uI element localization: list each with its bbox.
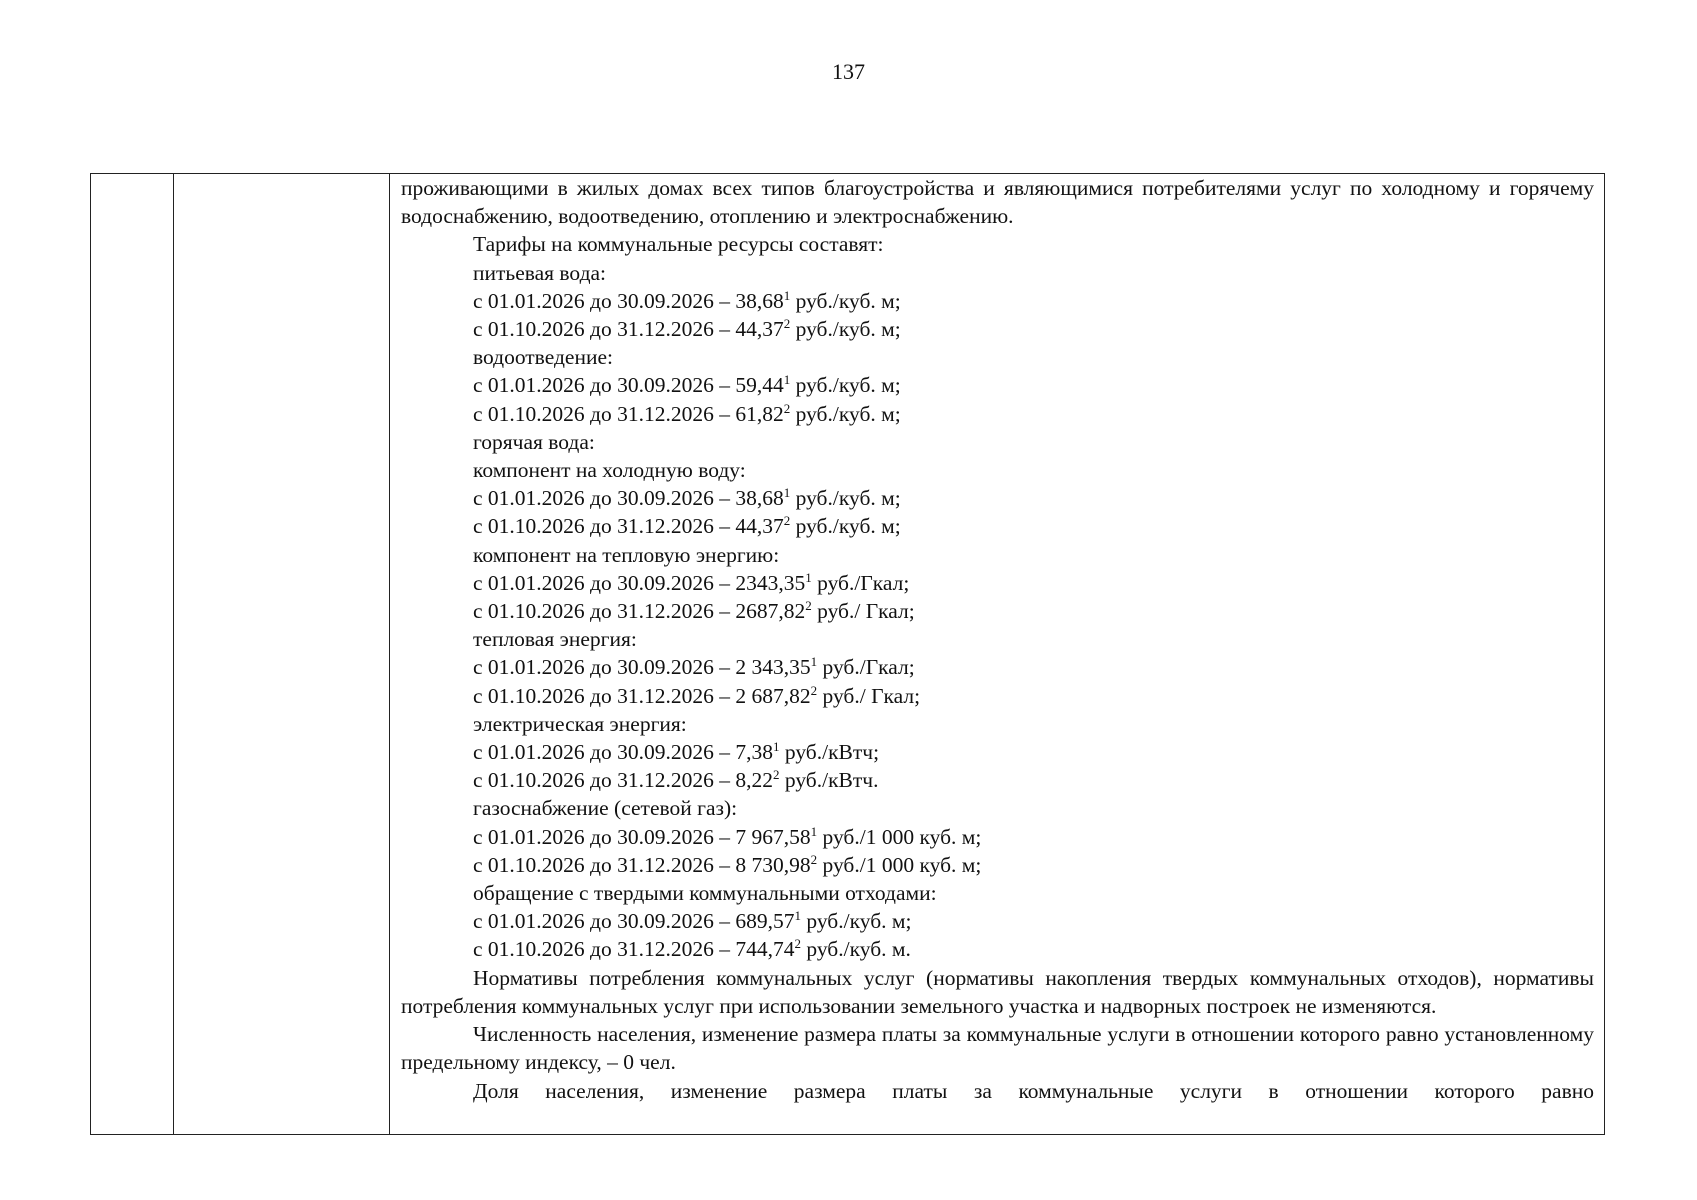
footnote-marker: 1 — [772, 739, 780, 755]
tariff-text: с 01.01.2026 до 30.09.2026 – 38,68 — [473, 486, 784, 511]
tariff-unit: руб./куб. м; — [790, 514, 901, 539]
page-number: 137 — [832, 59, 865, 84]
intro-paragraph: проживающими в жилых домах всех типов благоустройства и являющимися потребителями услуг по холодному и горячему водоснабжению, водоотведению, отоплению и электроснабжению. — [401, 176, 1594, 229]
footnote-marker: 2 — [772, 767, 780, 783]
footnote-marker: 1 — [783, 372, 791, 388]
tariff-text: обращение с твердыми коммунальными отходами: — [473, 881, 937, 906]
tariff-text: с 01.10.2026 до 31.12.2026 – 8,22 — [473, 768, 773, 793]
tariff-category — [401, 343, 1594, 371]
footnote-marker: 2 — [794, 936, 801, 952]
tariff-category — [401, 794, 1594, 822]
tariff-category — [401, 879, 1594, 907]
document-table — [90, 173, 1605, 1135]
tariff-line — [401, 738, 1594, 766]
tariff-text: горячая вода: — [473, 429, 595, 454]
tariff-line — [401, 287, 1594, 315]
tariff-text: с 01.10.2026 до 31.12.2026 – 44,37 — [473, 317, 784, 342]
tariff-unit: руб./1 000 куб. м; — [817, 852, 982, 877]
footnote-marker: 2 — [810, 851, 818, 867]
tariff-text: с 01.01.2026 до 30.09.2026 – 38,68 — [473, 288, 784, 313]
tariff-line — [401, 371, 1594, 399]
tariff-line — [401, 766, 1594, 794]
tariff-text: с 01.01.2026 до 30.09.2026 – 7 967,58 — [473, 824, 811, 849]
tariff-category — [401, 710, 1594, 738]
footnote-marker: 1 — [810, 654, 818, 670]
tariff-text: с 01.01.2026 до 30.09.2026 – 2343,35 — [473, 570, 806, 595]
tariff-line — [401, 653, 1594, 681]
tariff-text: с 01.01.2026 до 30.09.2026 – 59,44 — [473, 373, 784, 398]
tariff-line — [401, 484, 1594, 512]
footnote-marker: 2 — [810, 682, 818, 698]
tariff-unit: руб./куб. м; — [790, 317, 901, 342]
tariff-line — [401, 512, 1594, 540]
footnote-marker: 2 — [805, 598, 812, 614]
tariff-line — [401, 400, 1594, 428]
footnote-marker: 1 — [783, 287, 791, 303]
tariff-list — [401, 259, 1594, 964]
population-paragraph: Численность населения, изменение размера платы за коммунальные услуги в отношении которого равно установленному предельному индексу, – 0 чел. — [401, 1022, 1594, 1075]
tariff-text: компонент на холодную воду: — [473, 458, 746, 483]
tariff-unit: руб./куб. м; — [790, 401, 901, 426]
footnote-marker: 1 — [805, 569, 812, 585]
tariff-text: водоотведение: — [473, 345, 613, 370]
norms-paragraph: Нормативы потребления коммунальных услуг (нормативы накопления твердых коммунальных отходов), нормативы потребления коммунальных услуг при использовании земельного участка и надворных построек не изменяются. — [401, 965, 1594, 1018]
table-column-title — [174, 174, 390, 1134]
footnote-marker: 1 — [794, 908, 801, 924]
tariff-unit: руб./Гкал; — [811, 570, 910, 595]
tariff-text: с 01.10.2026 до 31.12.2026 – 8 730,98 — [473, 852, 811, 877]
tariff-unit: руб./куб. м; — [790, 486, 901, 511]
tariff-text: питьевая вода: — [473, 260, 607, 285]
tariff-line — [401, 569, 1594, 597]
footnote-marker: 1 — [810, 823, 818, 839]
footnote-marker: 1 — [783, 485, 791, 501]
tariff-unit: руб./куб. м; — [790, 288, 901, 313]
tariff-line — [401, 851, 1594, 879]
tariff-category — [401, 541, 1594, 569]
tariff-unit: руб./куб. м; — [800, 909, 912, 934]
tariff-text: с 01.10.2026 до 31.12.2026 – 61,82 — [473, 401, 784, 426]
table-column-number — [91, 174, 174, 1134]
tariff-unit: руб./ Гкал; — [811, 599, 915, 624]
tariff-text: с 01.10.2026 до 31.12.2026 – 2687,82 — [473, 599, 806, 624]
tariff-unit: руб./куб. м. — [800, 937, 911, 962]
tariff-category — [401, 428, 1594, 456]
tariff-line — [401, 935, 1594, 963]
tariff-line — [401, 315, 1594, 343]
tariff-text: с 01.10.2026 до 31.12.2026 – 2 687,82 — [473, 683, 811, 708]
tariff-text: компонент на тепловую энергию: — [473, 542, 780, 567]
tariff-unit: руб./кВтч; — [779, 740, 880, 765]
tariff-category — [401, 456, 1594, 484]
footnote-marker: 2 — [783, 513, 791, 529]
tariff-line — [401, 823, 1594, 851]
tariff-unit: руб./ Гкал; — [817, 683, 921, 708]
tariff-unit: руб./куб. м; — [790, 373, 901, 398]
tariff-line — [401, 597, 1594, 625]
tariff-text: с 01.10.2026 до 31.12.2026 – 44,37 — [473, 514, 784, 539]
tariff-unit: руб./1 000 куб. м; — [817, 824, 982, 849]
tariff-category — [401, 625, 1594, 653]
tariffs-heading: Тарифы на коммунальные ресурсы составят: — [473, 232, 884, 257]
tariff-text: тепловая энергия: — [473, 627, 637, 652]
tariff-text: электрическая энергия: — [473, 711, 687, 736]
tariff-unit: руб./Гкал; — [817, 655, 915, 680]
tariff-text: с 01.01.2026 до 30.09.2026 – 689,57 — [473, 909, 795, 934]
tariff-line — [401, 907, 1594, 935]
tariff-text: газоснабжение (сетевой газ): — [473, 796, 738, 821]
tariff-text: с 01.10.2026 до 31.12.2026 – 744,74 — [473, 937, 795, 962]
share-paragraph: Доля населения, изменение размера платы за коммунальные услуги в отношении которого равно — [473, 1078, 1594, 1103]
tariff-unit: руб./кВтч. — [779, 768, 879, 793]
table-column-content — [390, 174, 1604, 1134]
tariff-text: с 01.01.2026 до 30.09.2026 – 7,38 — [473, 740, 773, 765]
tariff-text: с 01.01.2026 до 30.09.2026 – 2 343,35 — [473, 655, 811, 680]
footnote-marker: 2 — [783, 400, 791, 416]
tariff-category — [401, 259, 1594, 287]
footnote-marker: 2 — [783, 316, 791, 332]
tariff-line — [401, 682, 1594, 710]
